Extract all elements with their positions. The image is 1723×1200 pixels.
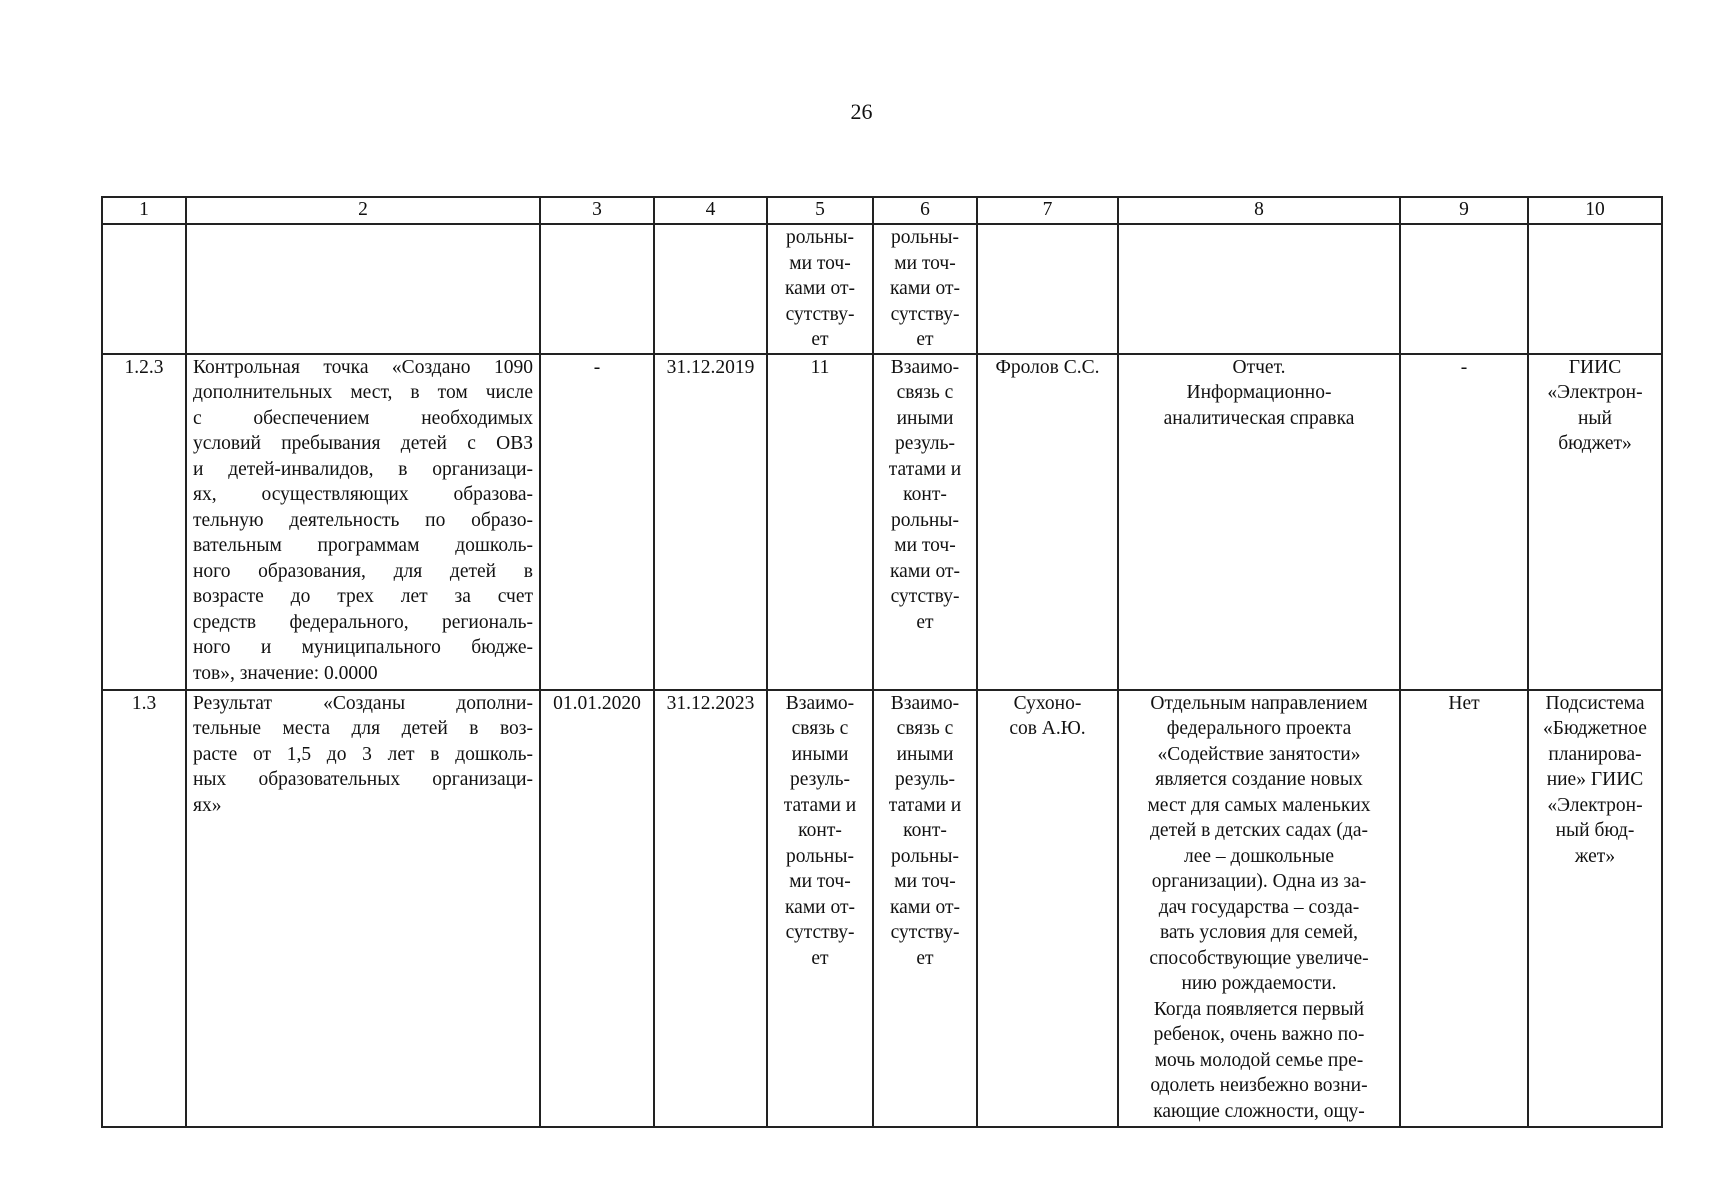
row-number-cell xyxy=(102,224,186,354)
relation-cell-col5: рольны- ми точ- ками от- сутству- ет xyxy=(767,224,873,354)
column-number-2: 2 xyxy=(186,197,540,224)
col9-cell xyxy=(1400,224,1528,354)
col9-cell: Нет xyxy=(1400,690,1528,1127)
start-date-cell: 01.01.2020 xyxy=(540,690,654,1127)
column-number-10: 10 xyxy=(1528,197,1662,224)
table-header-row xyxy=(102,197,1662,224)
row-number-cell: 1.3 xyxy=(102,690,186,1127)
responsible-cell xyxy=(977,224,1118,354)
document-table xyxy=(101,196,1663,1128)
relation-cell-col6: Взаимо- связь с иными резуль- татами и конт- рольны- ми точ- ками от- сутству- ет xyxy=(873,354,977,690)
column-number-5: 5 xyxy=(767,197,873,224)
comment-cell: Отдельным направлением федерального проекта «Содействие занятости» является создание новых мест для самых маленьких детей в детских садах (да- лее – дошкольные организации). Одна из за- дач государства – созда- вать условия для семей, способствующие увеличе- нию рождаемости. Когда появляется первый ребенок, очень важно по- мочь молодой семье пре- одолеть неизбежно возни- кающие сложности, ощу- xyxy=(1118,690,1400,1127)
column-number-1: 1 xyxy=(102,197,186,224)
value-cell: 11 xyxy=(767,354,873,690)
relation-cell-col6: рольны- ми точ- ками от- сутству- ет xyxy=(873,224,977,354)
responsible-cell: Сухоно- сов А.Ю. xyxy=(977,690,1118,1127)
start-date-cell xyxy=(540,224,654,354)
description-cell: Контрольная точка «Создано 1090 дополнительных мест, в том числе с обеспечением необходимых условий пребывания детей с ОВЗ и детей-инвалидов, в организаци- ях, осуществляющих образова- тельную деятельность по образо- вательным программам дошколь- ного образования, для детей в возрасте до трех лет за счет средств федерального, региональ- ного и муниципального бюдже- тов», значение: 0.0000 xyxy=(186,354,540,690)
col9-cell: - xyxy=(1400,354,1528,690)
system-cell xyxy=(1528,224,1662,354)
column-number-8: 8 xyxy=(1118,197,1400,224)
relation-cell-col5: Взаимо- связь с иными резуль- татами и конт- рольны- ми точ- ками от- сутству- ет xyxy=(767,690,873,1127)
column-number-4: 4 xyxy=(654,197,767,224)
end-date-cell xyxy=(654,224,767,354)
column-number-7: 7 xyxy=(977,197,1118,224)
table-row-1-3 xyxy=(102,690,1662,1127)
row-number-cell: 1.2.3 xyxy=(102,354,186,690)
end-date-cell: 31.12.2019 xyxy=(654,354,767,690)
column-number-6: 6 xyxy=(873,197,977,224)
column-number-9: 9 xyxy=(1400,197,1528,224)
page-number: 26 xyxy=(850,99,873,124)
relation-cell-col6: Взаимо- связь с иными резуль- татами и конт- рольны- ми точ- ками от- сутству- ет xyxy=(873,690,977,1127)
comment-cell xyxy=(1118,224,1400,354)
comment-cell: Отчет. Информационно- аналитическая справка xyxy=(1118,354,1400,690)
description-cell: Результат «Созданы дополни- тельные места для детей в воз- расте от 1,5 до 3 лет в дошколь- ных образовательных организаци- ях» xyxy=(186,690,540,1127)
responsible-cell: Фролов С.С. xyxy=(977,354,1118,690)
table-row-continuation xyxy=(102,224,1662,354)
column-number-3: 3 xyxy=(540,197,654,224)
start-date-cell: - xyxy=(540,354,654,690)
description-cell xyxy=(186,224,540,354)
system-cell: ГИИС «Электрон- ный бюджет» xyxy=(1528,354,1662,690)
table-row-1-2-3 xyxy=(102,354,1662,690)
system-cell: Подсистема «Бюджетное планирова- ние» ГИИС «Электрон- ный бюд- жет» xyxy=(1528,690,1662,1127)
end-date-cell: 31.12.2023 xyxy=(654,690,767,1127)
